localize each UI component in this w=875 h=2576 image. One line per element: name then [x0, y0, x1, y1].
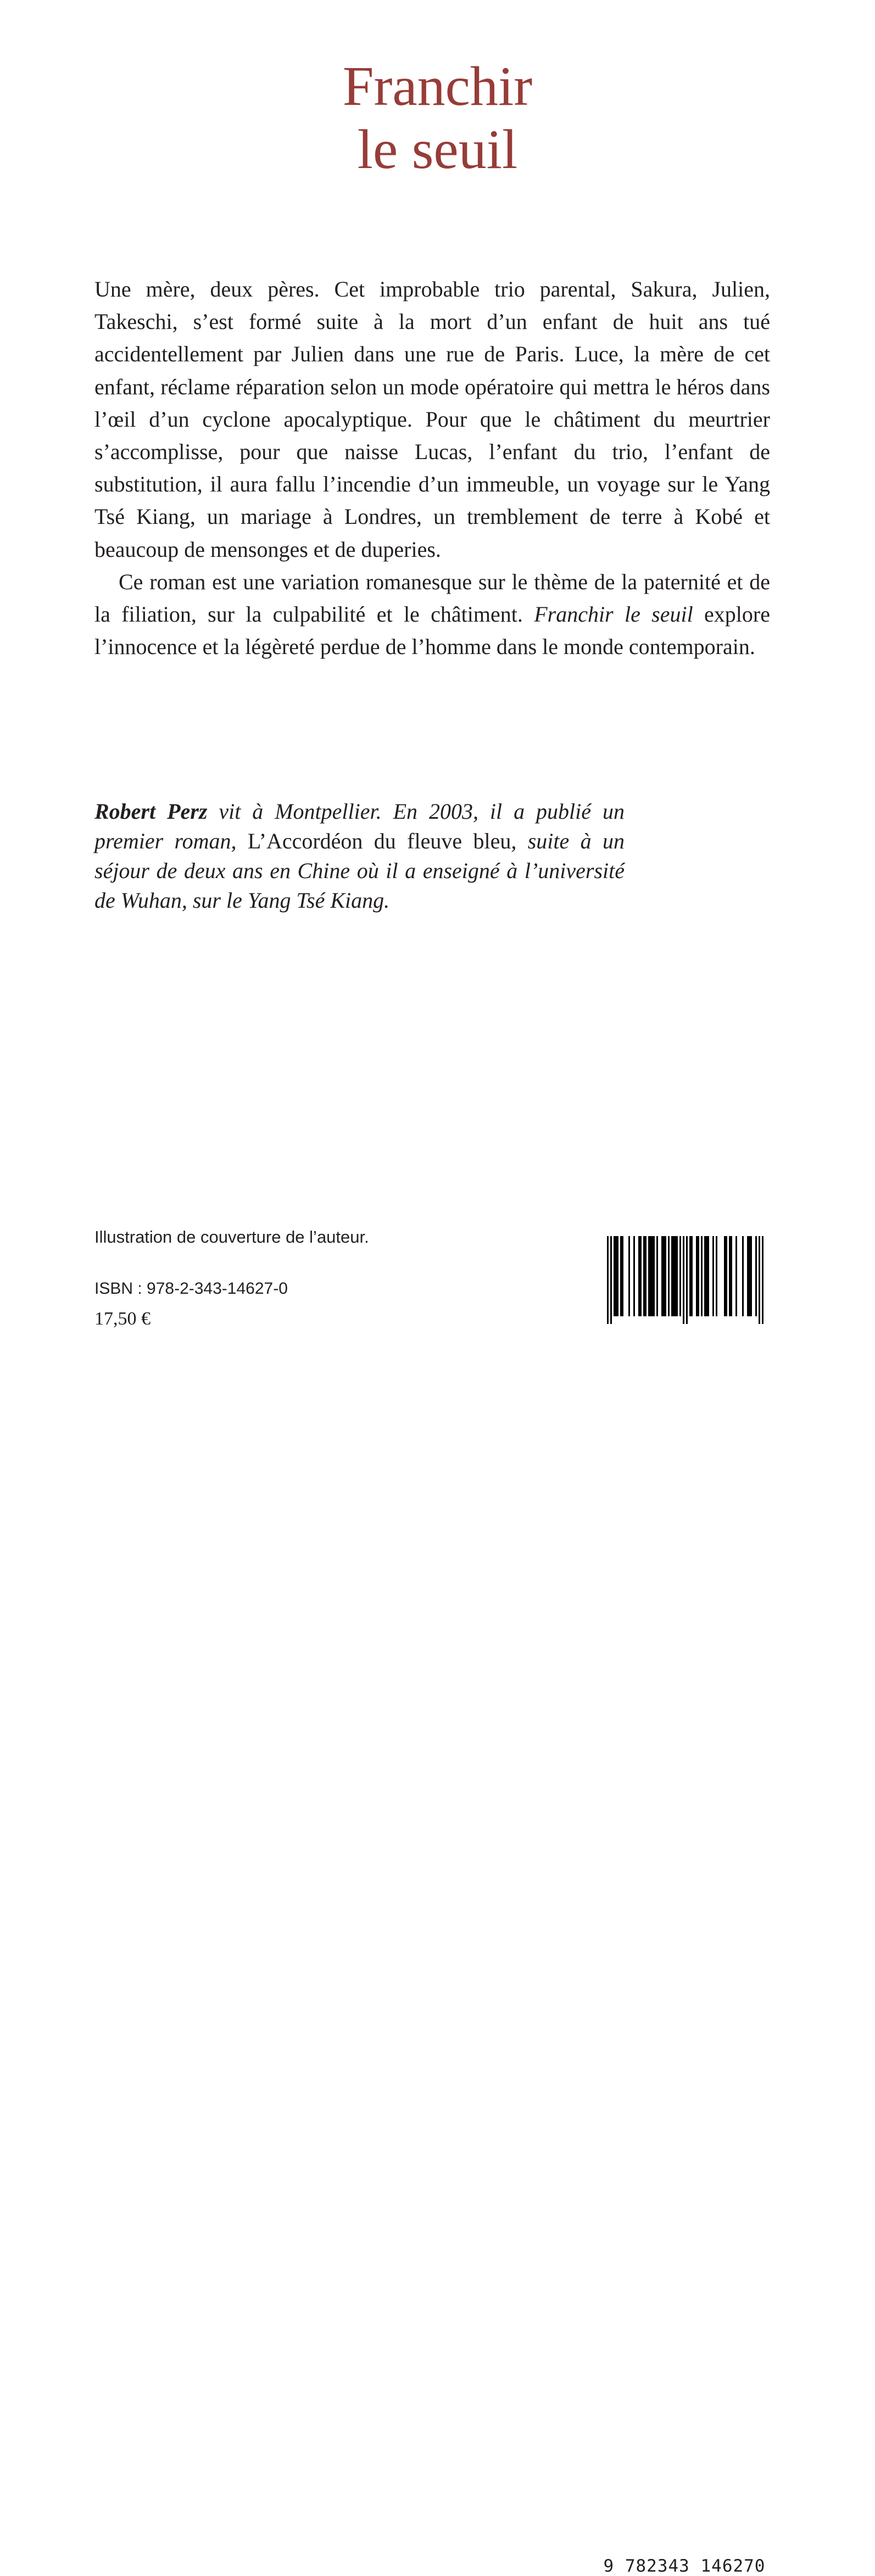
barcode-bar: [729, 1236, 731, 1316]
barcode-bar: [726, 1236, 727, 1316]
back-cover-summary: [94, 273, 770, 663]
author-bio-text-2: , suite à un séjour de deux ans en Chine où il a enseigné à l’université de Wuhan, sur le Yang Tsé Kiang.: [94, 829, 625, 913]
barcode-bar: [679, 1236, 681, 1316]
barcode-bar: [615, 1236, 617, 1316]
barcode-bar: [701, 1236, 703, 1316]
barcode-bar: [712, 1236, 714, 1316]
barcode-bars: [597, 1236, 772, 1324]
barcode-bar: [676, 1236, 678, 1316]
barcode-bar: [665, 1236, 666, 1316]
barcode-bar: [696, 1236, 698, 1316]
barcode-bar: [650, 1236, 651, 1316]
barcode-bar: [671, 1236, 673, 1316]
barcode-guard-bar: [686, 1236, 688, 1324]
barcode: [594, 1236, 775, 2576]
barcode-guard-bar: [607, 1236, 609, 1324]
barcode-bar: [663, 1236, 665, 1316]
barcode-bar: [673, 1236, 675, 1316]
barcode-bar: [707, 1236, 709, 1316]
summary-book-title-italic: Franchir le seuil: [534, 602, 693, 627]
barcode-bar: [747, 1236, 749, 1316]
barcode-bar: [735, 1236, 737, 1316]
barcode-bar: [620, 1236, 622, 1316]
barcode-guard-bar: [762, 1236, 763, 1324]
barcode-bar: [645, 1236, 647, 1316]
barcode-bar: [731, 1236, 732, 1316]
barcode-bar: [614, 1236, 615, 1316]
barcode-bar: [704, 1236, 706, 1316]
barcode-bar: [656, 1236, 658, 1316]
illustration-credit: Illustration de couverture de l’auteur.: [94, 1227, 369, 1247]
summary-paragraph-2-end: explore l’innocence et la légèreté perdue de l’homme dans le monde contemporain.: [94, 602, 770, 660]
author-name: Robert Perz: [94, 799, 208, 824]
barcode-bar: [755, 1236, 757, 1316]
previous-book-title: L’Accordéon du fleuve bleu: [247, 829, 511, 853]
barcode-bar: [749, 1236, 750, 1316]
summary-paragraph-2-start: Ce roman est une variation romanesque sur le thème de la paternité et de la filiation, sur la culpabilité et le châtiment.: [94, 569, 770, 627]
barcode-guard-bar: [759, 1236, 760, 1324]
barcode-guard-bar: [610, 1236, 612, 1324]
book-title: [0, 55, 875, 181]
barcode-bar: [638, 1236, 640, 1316]
book-title-line-2: le seuil: [357, 119, 518, 181]
summary-paragraph-1: Une mère, deux pères. Cet improbable trio parental, Sakura, Julien, Takeschi, s’est formé suite à la mort d’un enfant de huit ans tué accidentellement par Julien dans une rue de Paris. Luce, la mère de cet enfant, réclame réparation selon un mode opératoire qui mettra le héros dans l’œil d’un cyclone apocalyptique. Pour que le châtiment du meurtrier s’accomplisse, pour que naisse Lucas, l’enfant du trio, l’enfant de substitution, il aura fallu l’incendie d’un immeuble, un voyage sur le Yang Tsé Kiang, un mariage à Londres, un tremblement de terre à Kobé et beaucoup de mensonges et de duperies.: [94, 277, 770, 562]
barcode-bar: [742, 1236, 744, 1316]
barcode-bar: [633, 1236, 635, 1316]
barcode-bar: [724, 1236, 726, 1316]
barcode-bar: [691, 1236, 693, 1316]
barcode-bar: [698, 1236, 699, 1316]
barcode-digits: 9 782343 146270: [603, 2556, 766, 2576]
barcode-bar: [617, 1236, 618, 1316]
barcode-bar: [716, 1236, 717, 1316]
barcode-bar: [689, 1236, 691, 1316]
price: 17,50 €: [94, 1309, 151, 1329]
barcode-bar: [622, 1236, 623, 1316]
barcode-bar: [640, 1236, 642, 1316]
book-title-line-1: Franchir: [342, 55, 533, 118]
barcode-bar: [651, 1236, 653, 1316]
barcode-guard-bar: [683, 1236, 684, 1324]
barcode-bar: [668, 1236, 670, 1316]
author-bio: [94, 797, 625, 915]
barcode-bar: [661, 1236, 663, 1316]
barcode-bar: [750, 1236, 752, 1316]
barcode-bar: [653, 1236, 655, 1316]
isbn-number: ISBN : 978-2-343-14627-0: [94, 1279, 288, 1298]
barcode-bar: [628, 1236, 630, 1316]
barcode-bar: [648, 1236, 650, 1316]
barcode-bar: [675, 1236, 676, 1316]
barcode-bar: [706, 1236, 707, 1316]
barcode-bar: [643, 1236, 645, 1316]
author-bio-text-1: vit à Montpellier. En 2003, il a publié un premier roman,: [94, 799, 625, 853]
summary-paragraph-2: [94, 566, 770, 663]
